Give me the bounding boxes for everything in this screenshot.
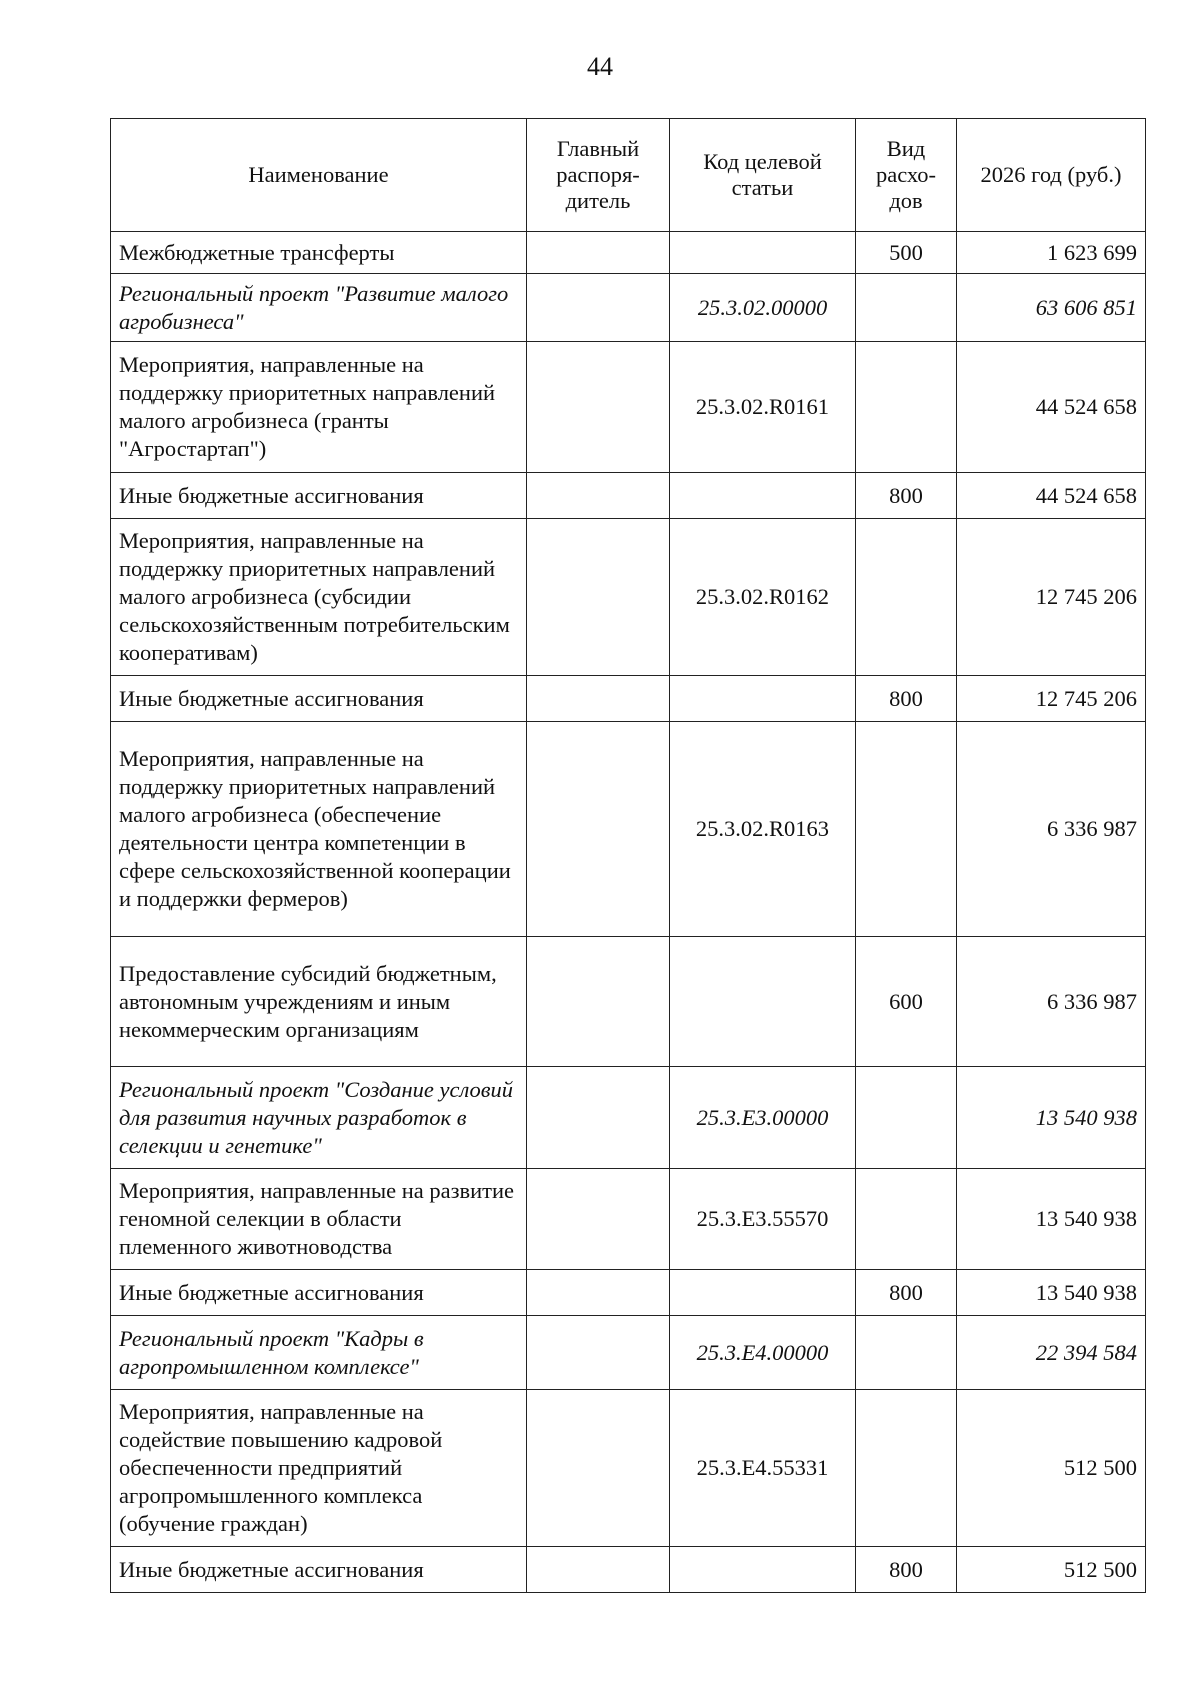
cell-admin: [527, 473, 670, 519]
cell-admin: [527, 519, 670, 676]
cell-sum: 44 524 658: [957, 473, 1146, 519]
cell-name: Мероприятия, направленные на содействие повышению кадровой обеспеченности предприятий агропромышленного комплекса (обучение граждан): [111, 1390, 527, 1547]
cell-code: [670, 676, 856, 722]
table-row: [111, 473, 1146, 519]
cell-code: [670, 1270, 856, 1316]
cell-sum: 1 623 699: [957, 232, 1146, 274]
cell-name: Иные бюджетные ассигнования: [111, 473, 527, 519]
cell-admin: [527, 676, 670, 722]
cell-sum: 6 336 987: [957, 937, 1146, 1067]
cell-type: 800: [856, 676, 957, 722]
cell-sum: 6 336 987: [957, 722, 1146, 937]
budget-table: [110, 118, 1146, 1593]
cell-admin: [527, 1316, 670, 1390]
table-row: [111, 722, 1146, 937]
cell-admin: [527, 1169, 670, 1270]
cell-admin: [527, 274, 670, 342]
cell-admin: [527, 1547, 670, 1593]
cell-type: [856, 1390, 957, 1547]
cell-type: 800: [856, 1547, 957, 1593]
cell-type: 600: [856, 937, 957, 1067]
table-row: [111, 1169, 1146, 1270]
table-row: [111, 1067, 1146, 1169]
cell-admin: [527, 722, 670, 937]
table-row: [111, 1390, 1146, 1547]
cell-name: Мероприятия, направленные на поддержку приоритетных направлений малого агробизнеса (гранты "Агростартап"): [111, 342, 527, 473]
cell-sum: 512 500: [957, 1547, 1146, 1593]
table-row: [111, 1316, 1146, 1390]
cell-name: Предоставление субсидий бюджетным, автономным учреждениям и иным некоммерческим организациям: [111, 937, 527, 1067]
cell-sum: 63 606 851: [957, 274, 1146, 342]
cell-name: Региональный проект "Кадры в агропромышленном комплексе": [111, 1316, 527, 1390]
header-name: Наименование: [111, 119, 527, 232]
cell-code: 25.3.E3.55570: [670, 1169, 856, 1270]
cell-sum: 44 524 658: [957, 342, 1146, 473]
cell-name: Региональный проект "Создание условий для развития научных разработок в селекции и генетике": [111, 1067, 527, 1169]
cell-type: 800: [856, 473, 957, 519]
table-row: [111, 274, 1146, 342]
cell-admin: [527, 232, 670, 274]
cell-type: [856, 342, 957, 473]
cell-name: Мероприятия, направленные на поддержку приоритетных направлений малого агробизнеса (обеспечение деятельности центра компетенции в сфере сельскохозяйственной кооперации и поддержки фермеров): [111, 722, 527, 937]
cell-code: 25.3.E4.55331: [670, 1390, 856, 1547]
cell-type: [856, 722, 957, 937]
cell-sum: 13 540 938: [957, 1169, 1146, 1270]
page-number: 44: [587, 52, 613, 81]
cell-code: [670, 473, 856, 519]
cell-sum: 512 500: [957, 1390, 1146, 1547]
table-row: [111, 676, 1146, 722]
cell-type: [856, 1169, 957, 1270]
table-row: [111, 342, 1146, 473]
cell-code: [670, 937, 856, 1067]
cell-type: 800: [856, 1270, 957, 1316]
cell-code: 25.3.02.R0162: [670, 519, 856, 676]
cell-code: [670, 1547, 856, 1593]
cell-type: [856, 274, 957, 342]
cell-code: 25.3.E4.00000: [670, 1316, 856, 1390]
cell-sum: 13 540 938: [957, 1270, 1146, 1316]
cell-name: Межбюджетные трансферты: [111, 232, 527, 274]
table-row: [111, 1270, 1146, 1316]
cell-code: [670, 232, 856, 274]
table-header-row: [111, 119, 1146, 232]
cell-code: 25.3.02.R0161: [670, 342, 856, 473]
cell-name: Мероприятия, направленные на поддержку приоритетных направлений малого агробизнеса (субсидии сельскохозяйственным потребительским кооперативам): [111, 519, 527, 676]
header-type: Вид расхо-дов: [856, 119, 957, 232]
cell-type: [856, 1067, 957, 1169]
cell-code: 25.3.02.R0163: [670, 722, 856, 937]
cell-admin: [527, 1067, 670, 1169]
cell-code: 25.3.E3.00000: [670, 1067, 856, 1169]
cell-type: [856, 1316, 957, 1390]
cell-admin: [527, 1390, 670, 1547]
header-admin: Главный распоря-дитель: [527, 119, 670, 232]
table-row: [111, 519, 1146, 676]
table-row: [111, 937, 1146, 1067]
cell-name: Иные бюджетные ассигнования: [111, 676, 527, 722]
table-row: [111, 1547, 1146, 1593]
cell-sum: 13 540 938: [957, 1067, 1146, 1169]
cell-type: 500: [856, 232, 957, 274]
table-body: [111, 232, 1146, 1593]
table-row: [111, 232, 1146, 274]
cell-code: 25.3.02.00000: [670, 274, 856, 342]
cell-type: [856, 519, 957, 676]
header-code: Код целевой статьи: [670, 119, 856, 232]
cell-name: Иные бюджетные ассигнования: [111, 1547, 527, 1593]
cell-sum: 22 394 584: [957, 1316, 1146, 1390]
cell-name: Региональный проект "Развитие малого агробизнеса": [111, 274, 527, 342]
header-sum: 2026 год (руб.): [957, 119, 1146, 232]
cell-admin: [527, 937, 670, 1067]
cell-name: Иные бюджетные ассигнования: [111, 1270, 527, 1316]
cell-name: Мероприятия, направленные на развитие геномной селекции в области племенного животноводства: [111, 1169, 527, 1270]
cell-sum: 12 745 206: [957, 519, 1146, 676]
cell-admin: [527, 342, 670, 473]
cell-sum: 12 745 206: [957, 676, 1146, 722]
cell-admin: [527, 1270, 670, 1316]
